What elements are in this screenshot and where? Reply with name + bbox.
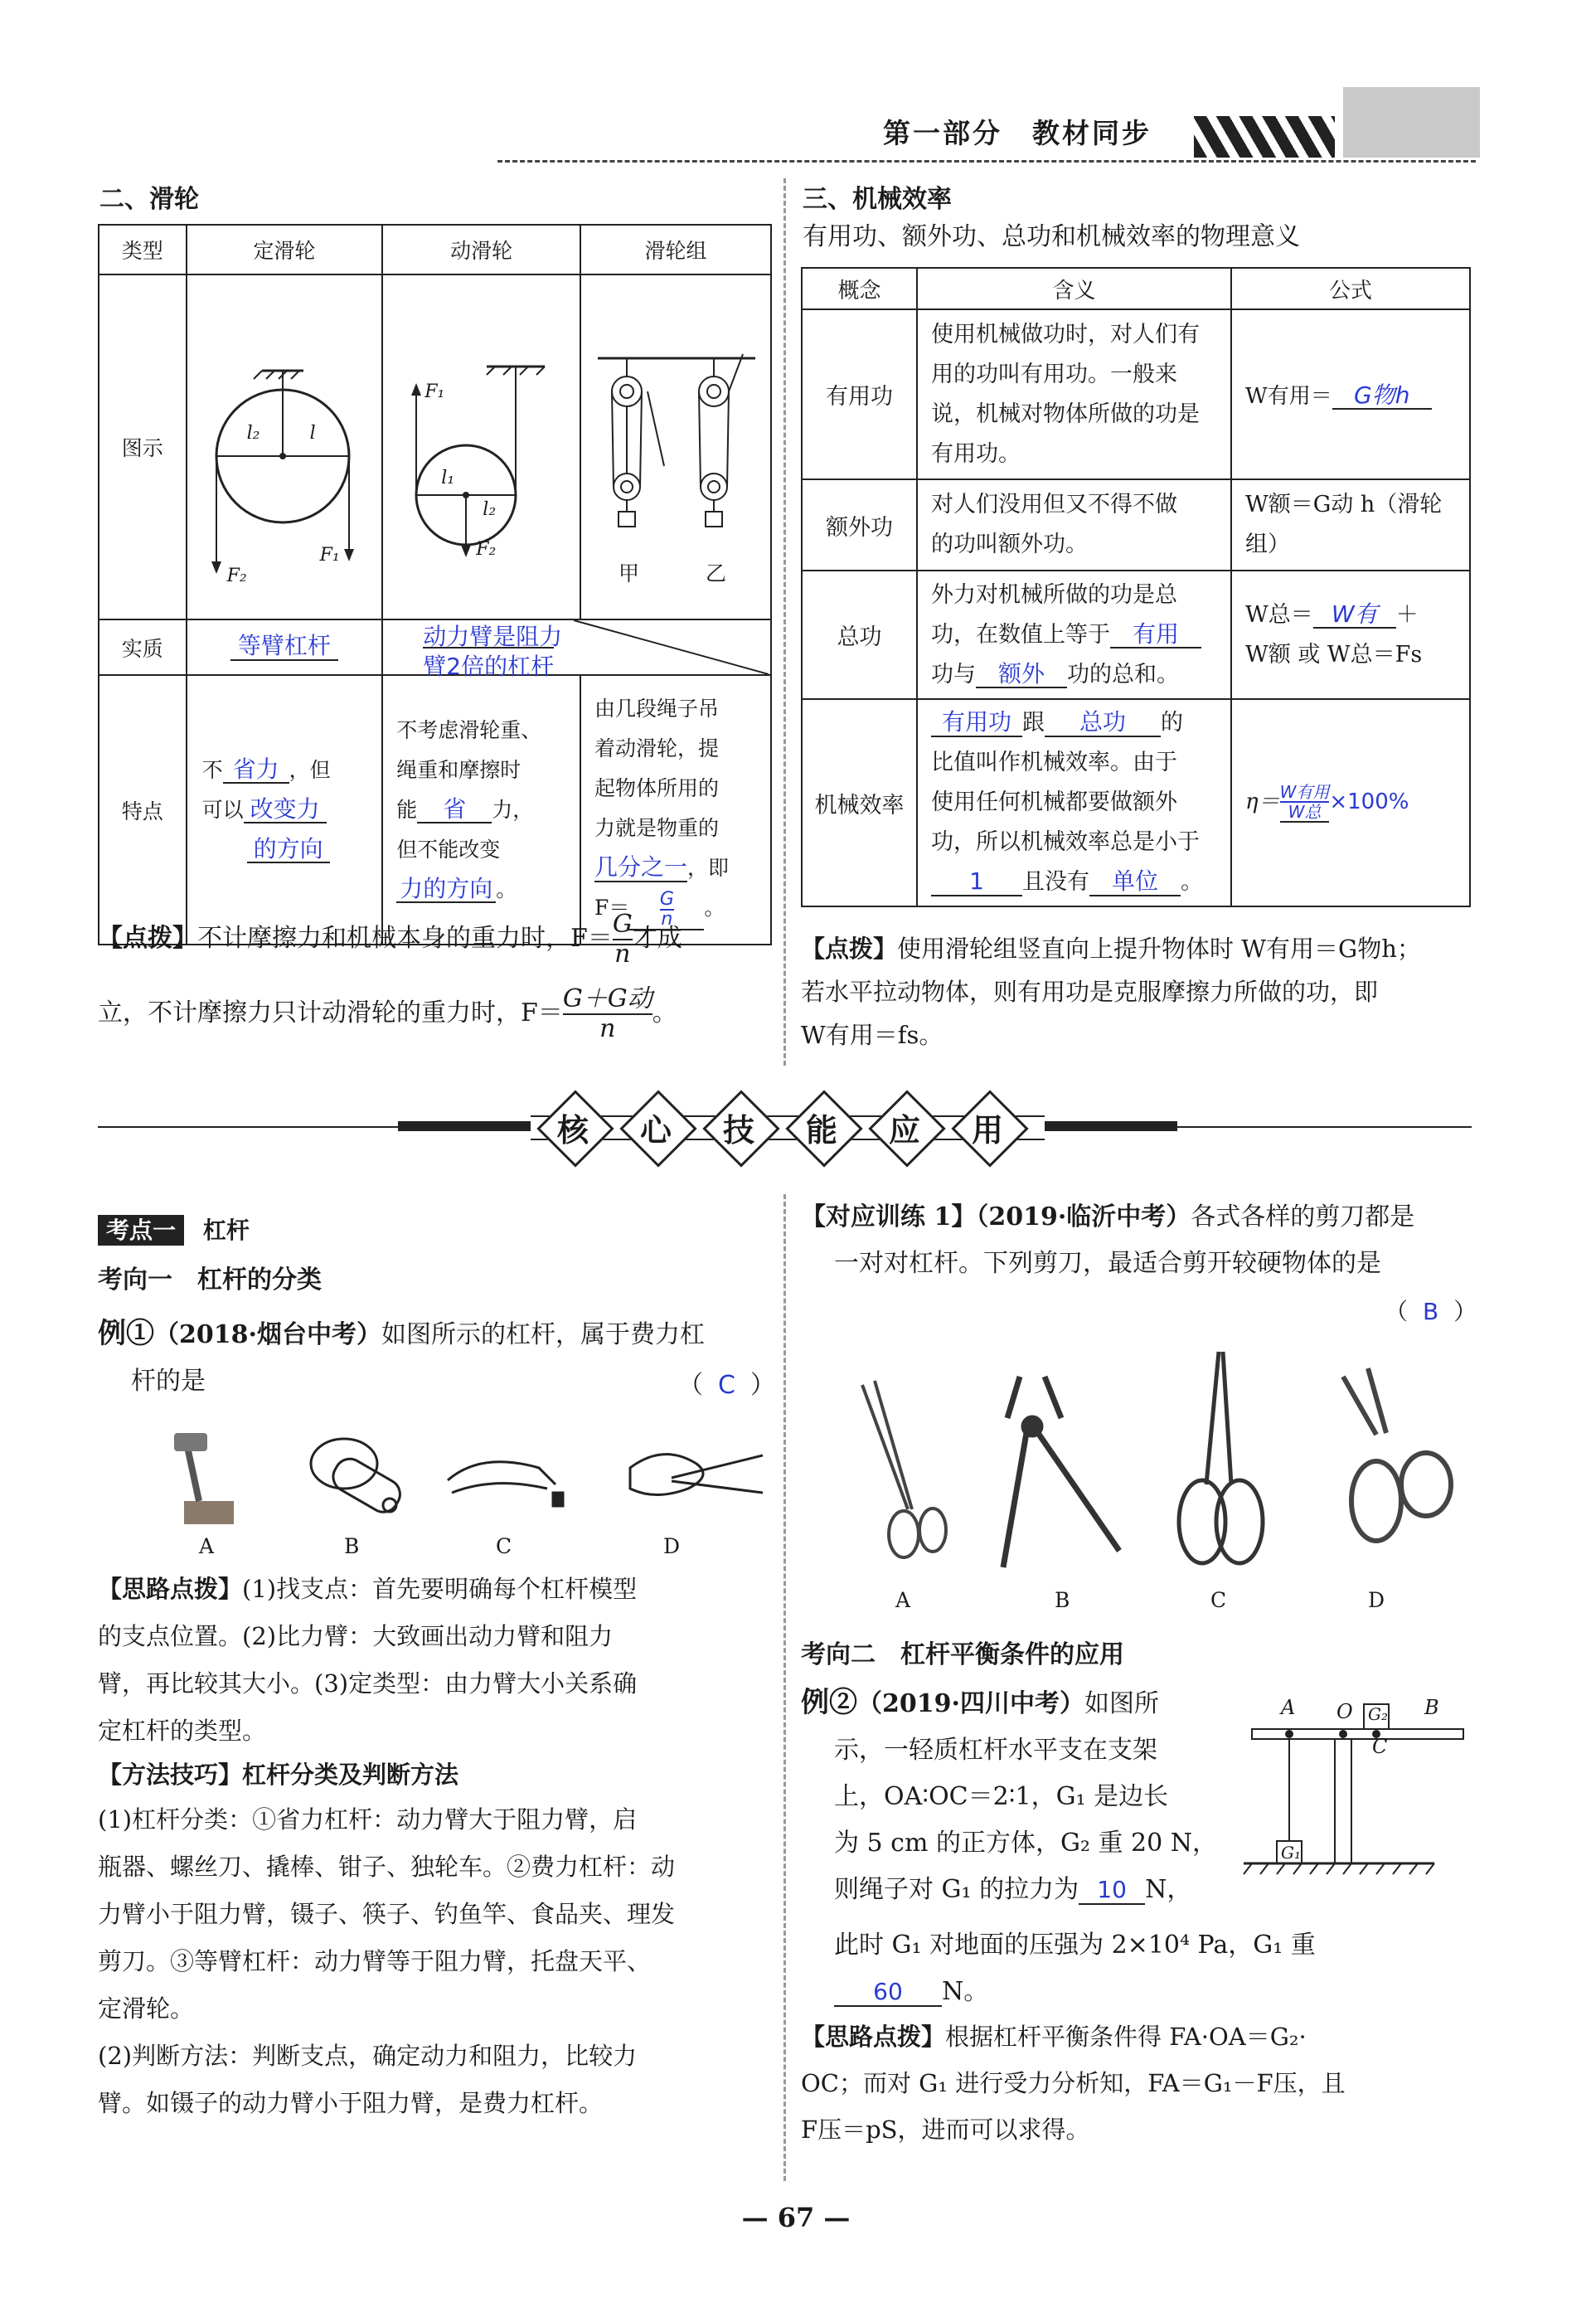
header-rule xyxy=(497,160,1476,163)
kaodian-header xyxy=(98,1212,250,1246)
banner-line-left-thick xyxy=(398,1121,531,1131)
fixed-feature-ans2: 改变力 xyxy=(244,797,327,824)
banner-char-2: 心 xyxy=(639,1111,672,1149)
eff-eff-ans2: 总功 xyxy=(1045,710,1161,737)
example-2-body: 示，一轻质杠杆水平支在支架 上，OA∶OC＝2∶1，G₁ 是边长 为 5 cm 的正方体，G₂ 重 20 N， 则绳子对 G₁ 的拉力为 10 N， xyxy=(834,1736,1217,1904)
train-1-answer: （ B ） xyxy=(1385,1298,1477,1325)
fig-label-g1: G₁ xyxy=(1281,1843,1301,1863)
banner-char-5: 应 xyxy=(888,1111,920,1149)
movable-feature: 不考虑滑轮重、 绳重和摩擦时 能 省 力， 但不能改变 力的方向 。 xyxy=(382,675,580,945)
pulley-group-diagram-cell xyxy=(580,274,771,619)
scissor-figures xyxy=(829,1343,1467,1584)
banner-char-4: 能 xyxy=(805,1111,837,1149)
option-d-figure xyxy=(630,1455,763,1495)
eff-formula-suffix: ×100% xyxy=(1329,789,1409,814)
fixed-feature-ans1: 省力 xyxy=(223,757,289,785)
efficiency-subtitle: 有用功、额外功、总功和机械效率的物理意义 xyxy=(803,222,1300,251)
row-label-diagram: 图示 xyxy=(99,274,187,619)
ex2-answer-2: 60 xyxy=(834,1980,942,2007)
example-2-tail: 此时 G₁ 对地面的压强为 2×10⁴ Pa，G₁ 重 60 N。 xyxy=(834,1931,1316,2006)
scissor-c xyxy=(1179,1352,1263,1563)
kaodian-badge: 考点一 xyxy=(98,1215,184,1246)
scissor-option-b: B xyxy=(1055,1588,1070,1612)
ex1-option-d: D xyxy=(663,1534,681,1558)
banner-char-6: 用 xyxy=(971,1111,1003,1149)
eff-formula-useful: W有用＝ G物h xyxy=(1231,309,1470,479)
movable-essence-answer-1: 动力臂是阻力 xyxy=(423,623,563,650)
ex1-option-b: B xyxy=(344,1534,360,1558)
pulley-col-type: 类型 xyxy=(99,225,187,274)
column-divider-top xyxy=(783,178,786,1066)
eff-col-meaning: 含义 xyxy=(917,268,1231,309)
movable-essence-answer-2: 臂2倍的杠杆 xyxy=(423,647,554,682)
fixed-essence-answer: 等臂杠杆 xyxy=(230,634,338,661)
ex2-answer-1: 10 xyxy=(1079,1878,1145,1905)
kaodian-title: 杠杆 xyxy=(202,1217,250,1244)
movable-feature-ans2: 力的方向 xyxy=(396,877,496,904)
example-2-head: 例②（2019·四川中考）如图所 xyxy=(801,1686,1159,1719)
right-think-tip: 【思路点拨】根据杠杆平衡条件得 FA·OA＝G₂· OC；而对 G₁ 进行受力分析知，FA＝G₁－F压，且 F压＝pS，进而可以求得。 xyxy=(801,2023,1346,2144)
eff-meaning-total: 外力对机械所做的功是总 功，在数值上等于 有用 功与 额外 功的总和。 xyxy=(917,571,1231,699)
group-label-yi: 乙 xyxy=(706,561,727,585)
fixed-feature: 不 省力 ，但 可以 改变力 的方向 xyxy=(187,675,383,945)
eff-concept-efficiency: 机械效率 xyxy=(802,699,917,906)
pulley-tip-2: 立，不计摩擦力只计动滑轮的重力时，F＝ G＋G动 n 。 xyxy=(98,984,677,1043)
movable-feature-ans1: 省 xyxy=(417,797,492,824)
eff-eff-ans4: 单位 xyxy=(1089,869,1181,896)
eff-eff-ans3: 1 xyxy=(931,869,1022,896)
eff-concept-total: 总功 xyxy=(802,571,917,699)
example-2-figure xyxy=(1235,1683,1484,1891)
eff-concept-useful: 有用功 xyxy=(802,309,917,479)
pulley-section-title: 二、滑轮 xyxy=(99,185,199,214)
efficiency-tip: 【点拨】使用滑轮组竖直向上提升物体时 W有用＝G物h； 若水平拉动物体，则有用功是克服摩擦力所做的功，即 W有用＝fs。 xyxy=(801,935,1421,1049)
fig-label-a: A xyxy=(1281,1696,1296,1719)
option-b-figure xyxy=(311,1439,405,1518)
group-feature-ans2: $\frac{G}{n}$ xyxy=(629,891,704,930)
group-feature-ans1: 几分之一 xyxy=(594,853,688,882)
eff-formula-efficiency: η＝ W有用 W总 ×100% xyxy=(1231,699,1470,906)
fixed-feature-ans2b: 的方向 xyxy=(247,837,330,864)
banner-char-3: 技 xyxy=(722,1111,754,1149)
pulley-group-diagram xyxy=(581,275,770,614)
scissor-option-a: A xyxy=(895,1588,911,1612)
kaoxiang-2: 考向二 杠杆平衡条件的应用 xyxy=(801,1640,1124,1669)
pulley-col-group: 滑轮组 xyxy=(580,225,771,274)
eff-meaning-efficiency: 有用功 跟 总功 的 比值叫作机械效率。由于 使用任何机械都要做额外 功，所以机械效率总是小于 1 且没有 单位 。 xyxy=(917,699,1231,906)
eff-col-concept: 概念 xyxy=(802,268,917,309)
movable-label-f1: F₁ xyxy=(424,381,445,402)
eff-formula-useful-answer: G物h xyxy=(1332,383,1432,410)
fixed-label-l1: l xyxy=(309,423,316,444)
pulley-col-fixed: 定滑轮 xyxy=(187,225,383,274)
group-label-jia: 甲 xyxy=(619,561,640,585)
eff-col-formula: 公式 xyxy=(1231,268,1470,309)
eff-total-ans2: 额外 xyxy=(976,662,1067,689)
pulley-col-movable: 动滑轮 xyxy=(382,225,580,274)
movable-pulley-diagram xyxy=(383,275,578,614)
kaoxiang-1: 考向一 杠杆的分类 xyxy=(98,1265,322,1295)
efficiency-table xyxy=(801,267,1471,907)
scissor-option-c: C xyxy=(1210,1588,1227,1612)
eff-total-ans1: 有用 xyxy=(1110,622,1201,649)
ex1-option-a: A xyxy=(199,1534,215,1558)
option-c-figure xyxy=(448,1462,563,1506)
option-a-figure xyxy=(174,1433,234,1524)
fixed-pulley-diagram-cell xyxy=(187,274,383,619)
left-think-tip: 【思路点拨】(1)找支点：首先要明确每个杠杆模型 的支点位置。(2)比力臂：大致画出动力臂和阻力 臂，再比较其大小。(3)定类型：由力臂大小关系确 定杠杆的类型。 xyxy=(98,1575,638,1745)
movable-label-l2: l₂ xyxy=(483,499,497,520)
movable-pulley-diagram-cell xyxy=(382,274,580,619)
eff-meaning-useful: 使用机械做功时，对人们有 用的功叫有用功。一般来 说，机械对物体所做的功是 有用功。 xyxy=(917,309,1231,479)
fig-label-g2: G₂ xyxy=(1368,1704,1388,1724)
scissor-option-d: D xyxy=(1368,1588,1385,1612)
column-divider-bottom xyxy=(783,1194,786,2181)
header-title: 第一部分 教材同步 xyxy=(883,117,1152,149)
header-deco-grey xyxy=(1343,87,1480,158)
fig-label-c: C xyxy=(1372,1735,1388,1758)
method-body: (1)杠杆分类：①省力杠杆：动力臂大于阻力臂，启 瓶器、螺丝刀、撬棒、钳子、独轮车。②费力杠杆：动 力臂小于阻力臂，镊子、筷子、钓鱼竿、食品夹、理发 剪刀。③等臂杠杆：动力臂等于阻力臂，托盘天平、 定滑轮。 (2)判断方法：判断支点，确定动力和阻力，比较力 臂。如镊子的动力臂小于阻力臂，是费力杠杆。 xyxy=(98,1805,676,2117)
eff-eff-ans1: 有用功 xyxy=(931,710,1022,737)
fixed-label-f2: F₂ xyxy=(226,566,247,586)
banner-line-right-thick xyxy=(1045,1121,1177,1131)
scissor-a xyxy=(862,1381,946,1557)
row-label-essence: 实质 xyxy=(99,619,187,675)
fixed-pulley-diagram xyxy=(187,275,381,614)
example-1-answer: （ C ） xyxy=(678,1371,775,1400)
fixed-label-l2: l₂ xyxy=(246,423,260,444)
group-feature: 由几段绳子吊 着动滑轮，提 起物体所用的 力就是物重的 几分之一，即 F＝ $\frac{G}{n}$ 。 xyxy=(580,675,771,945)
example-1-figures xyxy=(166,1418,763,1534)
eff-meaning-extra: 对人们没用但又不得不做 的功叫额外功。 xyxy=(917,479,1231,571)
movable-label-l1: l₁ xyxy=(441,468,455,488)
fig-label-o: O xyxy=(1336,1700,1353,1723)
movable-label-f2: F₂ xyxy=(476,539,497,560)
method-title: 【方法技巧】杠杆分类及判断方法 xyxy=(98,1761,459,1789)
eff-total-formula-ans: W有 xyxy=(1313,602,1396,629)
efficiency-section-title: 三、机械效率 xyxy=(803,185,952,214)
fixed-label-f1: F₁ xyxy=(319,545,340,566)
pulley-tip: 【点拨】不计摩擦力和机械本身的重力时，F＝ $\frac{G}{n}$ 才成 xyxy=(98,910,682,969)
train-1: 【对应训练 1】（2019·临沂中考）各式各样的剪刀都是 一对对杠杆。下列剪刀，最适合剪开较硬物体的是 xyxy=(801,1202,1415,1278)
eff-concept-extra: 额外功 xyxy=(802,479,917,571)
banner-char-1: 核 xyxy=(556,1111,589,1149)
fig-label-b: B xyxy=(1424,1696,1439,1719)
row-label-feature: 特点 xyxy=(99,675,187,945)
scissor-d xyxy=(1343,1368,1451,1541)
pulley-table xyxy=(98,224,772,945)
page-number: — 67 — xyxy=(741,2202,851,2233)
scissor-b xyxy=(1003,1377,1119,1567)
eff-formula-total: W总＝ W有 ＋ W额 或 W总＝Fs xyxy=(1231,571,1470,699)
example-1: 例①（2018·烟台中考）如图所示的杠杆，属于费力杠 杆的是 xyxy=(98,1317,705,1396)
ex1-option-c: C xyxy=(496,1534,512,1558)
header-deco-stripes xyxy=(1194,116,1335,158)
eff-formula-extra: W额＝G动 h（滑轮 组） xyxy=(1231,479,1470,571)
